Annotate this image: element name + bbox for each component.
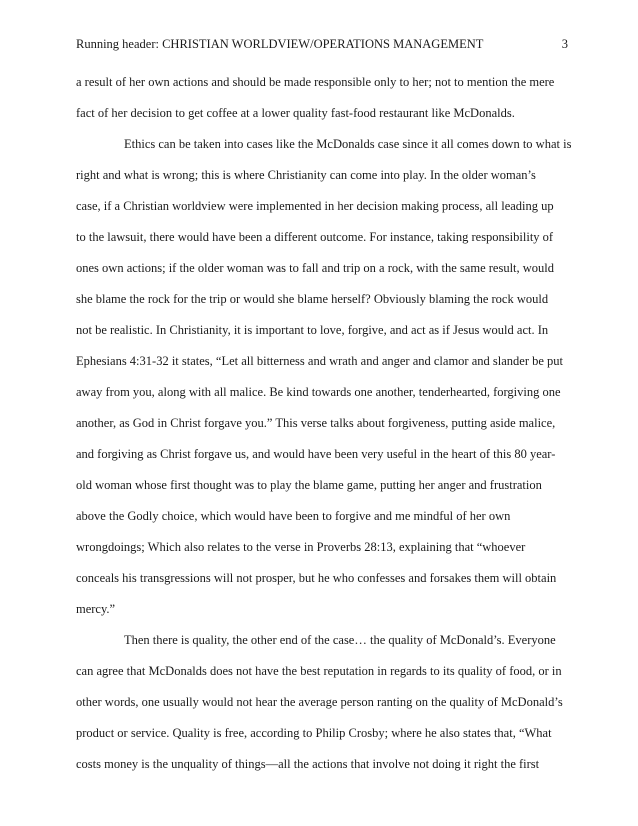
body-line: can agree that McDonalds does not have the best reputation in regards to its quality of food, or in: [76, 664, 562, 678]
paragraph-start-line: Ethics can be taken into cases like the McDonalds case since it all comes down to what is: [124, 137, 572, 151]
body-line: mercy.”: [76, 602, 116, 616]
body-line: and forgiving as Christ forgave us, and would have been very useful in the heart of this 80 year-: [76, 447, 556, 461]
body-line: wrongdoings; Which also relates to the verse in Proverbs 28:13, explaining that “whoever: [76, 540, 526, 554]
page-number: 3: [561, 37, 568, 51]
body-line: right and what is wrong; this is where Christianity can come into play. In the older woman’s: [76, 168, 536, 182]
body-line: conceals his transgressions will not prosper, but he who confesses and forsakes them will obtain: [76, 571, 557, 585]
body-line: another, as God in Christ forgave you.” This verse talks about forgiveness, putting aside malice,: [76, 416, 556, 430]
body-line: costs money is the unquality of things—all the actions that involve not doing it right the first: [76, 757, 540, 771]
body-line: to the lawsuit, there would have been a different outcome. For instance, taking responsibility of: [76, 230, 554, 244]
body-line: above the Godly choice, which would have been to forgive and me mindful of her own: [76, 509, 511, 523]
body-line: Ephesians 4:31-32 it states, “Let all bitterness and wrath and anger and clamor and slander be put: [76, 354, 563, 368]
body-line: ones own actions; if the older woman was to fall and trip on a rock, with the same result, would: [76, 261, 555, 275]
running-header-title: Running header: CHRISTIAN WORLDVIEW/OPERATIONS MANAGEMENT: [76, 37, 484, 51]
body-line: not be realistic. In Christianity, it is important to love, forgive, and act as if Jesus would act. In: [76, 323, 549, 337]
paragraph-start-line: Then there is quality, the other end of the case… the quality of McDonald’s. Everyone: [124, 633, 556, 647]
body-line: other words, one usually would not hear the average person ranting on the quality of McDonald’s: [76, 695, 563, 709]
body-line: fact of her decision to get coffee at a lower quality fast-food restaurant like McDonalds.: [76, 106, 515, 120]
body-line: old woman whose first thought was to play the blame game, putting her anger and frustration: [76, 478, 542, 492]
body-line: away from you, along with all malice. Be kind towards one another, tenderhearted, forgiving one: [76, 385, 561, 399]
body-line: product or service. Quality is free, according to Philip Crosby; where he also states that, “What: [76, 726, 552, 740]
body-line: a result of her own actions and should be made responsible only to her; not to mention the mere: [76, 75, 555, 89]
body-line: she blame the rock for the trip or would she blame herself? Obviously blaming the rock would: [76, 292, 549, 306]
body-line: case, if a Christian worldview were implemented in her decision making process, all leading up: [76, 199, 554, 213]
